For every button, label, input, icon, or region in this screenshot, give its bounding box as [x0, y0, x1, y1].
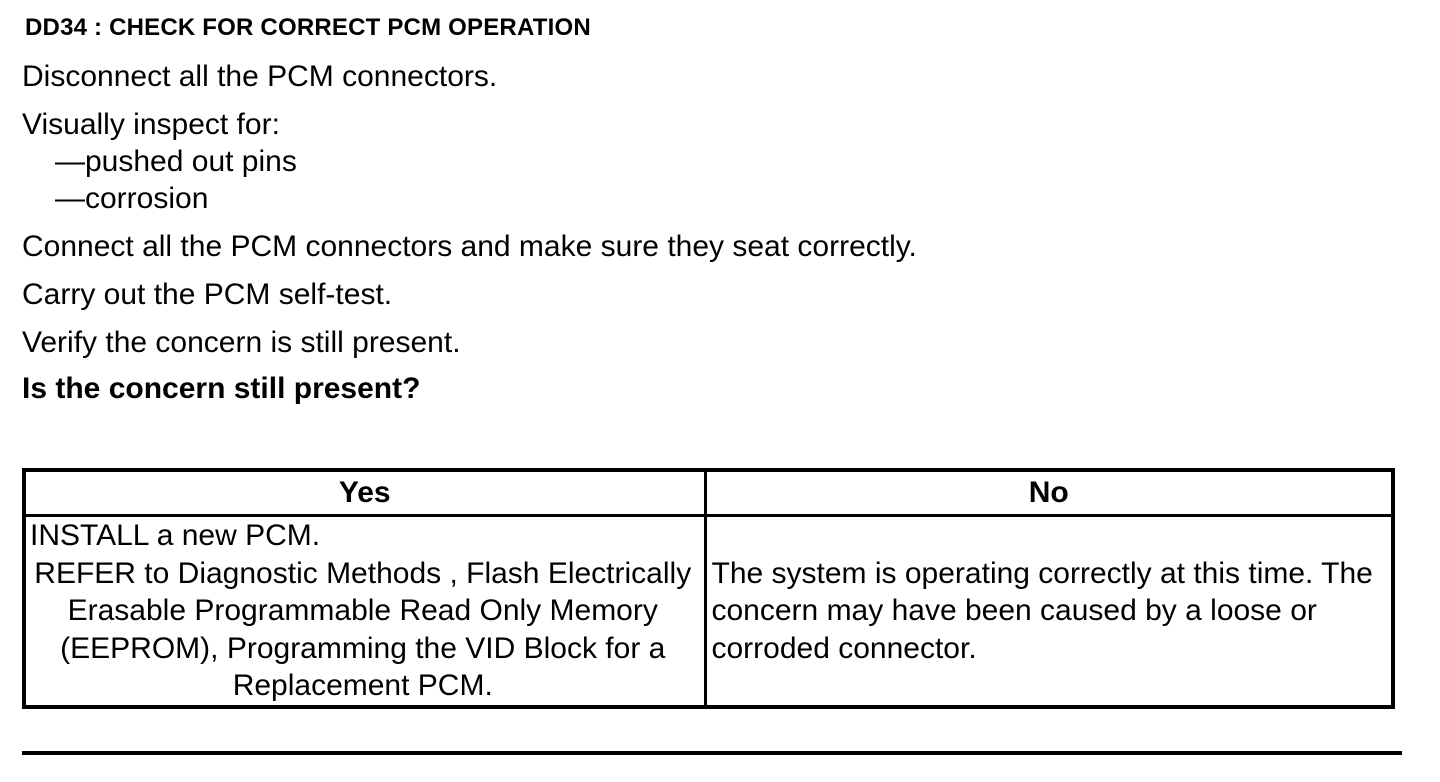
- step-self-test: Carry out the PCM self-test.: [22, 278, 393, 311]
- inspect-item-pins: —pushed out pins: [55, 145, 297, 178]
- no-text: The system is operating correctly at this time. The concern may have been caused by a loose or corroded connector.: [711, 556, 1373, 665]
- header-no: No: [705, 470, 1393, 516]
- step-disconnect: Disconnect all the PCM connectors.: [22, 60, 498, 93]
- yes-cell: [24, 516, 705, 707]
- bottom-rule: [22, 751, 1402, 755]
- procedure-title: DD34 : CHECK FOR CORRECT PCM OPERATION: [25, 14, 591, 41]
- header-yes: Yes: [24, 470, 705, 516]
- question: Is the concern still present?: [22, 372, 421, 405]
- step-verify: Verify the concern is still present.: [22, 326, 461, 359]
- inspect-item-corrosion: —corrosion: [55, 182, 209, 215]
- answer-table: [22, 468, 1395, 709]
- step-inspect: Visually inspect for:: [22, 108, 280, 141]
- no-cell: [705, 516, 1393, 707]
- yes-install-text: INSTALL a new PCM.: [30, 519, 321, 552]
- step-connect: Connect all the PCM connectors and make sure they seat correctly.: [22, 230, 917, 263]
- yes-refer-text: REFER to Diagnostic Methods , Flash Electrically Erasable Programmable Read Only Memory (EEPROM), Programming the VID Block for a Replacement PCM.: [34, 556, 692, 702]
